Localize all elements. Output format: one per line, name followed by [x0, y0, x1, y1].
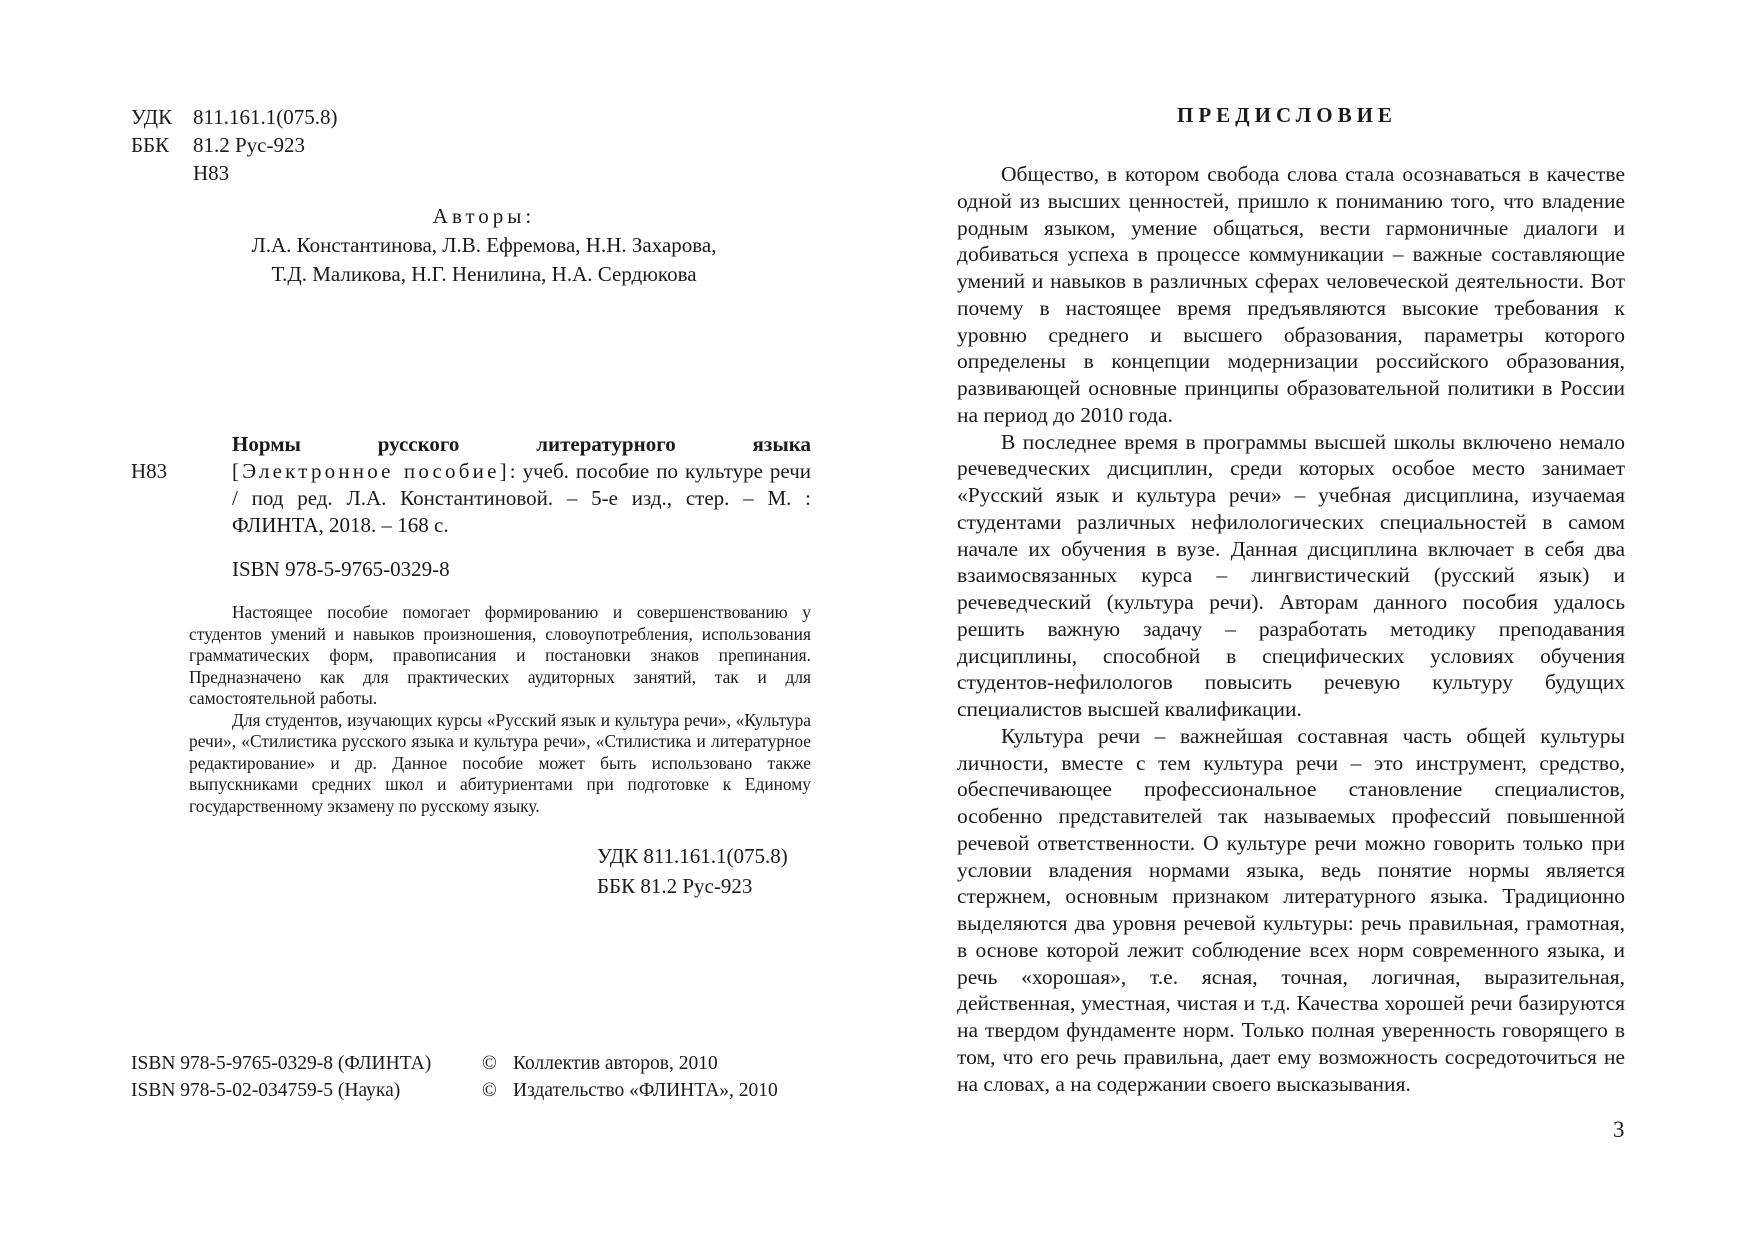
preface-paragraph-1: Общество, в котором свобода слова стала осознаваться в качестве одной из высших ценностей, пришло к пониманию того, что владение родным языком, умение общаться, вести гармоничные диалоги и добиваться успеха в процессе коммуникации – важные составляющие умений и навыков в различных сферах человеческой деятельности. Вот почему в настоящее время предъявляются высокие требования к уровню среднего и высшего образования, параметры которого определены в концепции модернизации российского образования, развивающей основные принципы образовательной политики в России на период до 2010 года. — [957, 162, 1625, 427]
electronic-designation: [Электронное пособие] — [232, 459, 510, 483]
classification-block — [131, 103, 337, 187]
book-title: Нормы русского литературного языка — [232, 432, 811, 456]
copyright-authors: Коллектив авторов, 2010 — [513, 1053, 718, 1074]
bibliographic-description: : учеб. пособие по культуре речи / под ред. Л.А. Константиновой. – 5-е изд., стер. – М. : ФЛИНТА, 2018. – 168 с. — [232, 459, 811, 537]
isbn-main: ISBN 978-5-9765-0329-8 — [232, 557, 450, 581]
authors-block — [190, 202, 778, 289]
preface-paragraph-2: В последнее время в программы высшей школы включено немало речеведческих дисциплин, среди которых особое место занимает «Русский язык и культура речи» – учебная дисциплина, изучаемая студентами различных нефилологических специальностей в самом начале их обучения в вузе. Данная дисциплина включает в себя два взаимосвязанных курса – лингвистический (русский язык) и речеведческий (культура речи). Авторам данного пособия удалось решить важную задачу – разработать методику преподавания дисциплины, способной в специфических условиях обучения студентов-нефилологов повысить речевую культуру будущих специалистов высшей квалификации. — [957, 429, 1625, 721]
udk-bottom-line: УДК 811.161.1(075.8) — [597, 844, 788, 868]
copyright-line-2 — [482, 1077, 778, 1104]
authors-names-line-2: Т.Д. Маликова, Н.Г. Ненилина, Н.А. Сердюкова — [271, 262, 697, 286]
imprint-page — [0, 0, 877, 1240]
udk-value: 811.161.1(075.8) — [193, 105, 338, 129]
isbn-nauka: ISBN 978-5-02-034759-5 (Наука) — [131, 1080, 401, 1101]
abstract-paragraph-2: Для студентов, изучающих курсы «Русский язык и культура речи», «Культура речи», «Стилистика русского языка и культура речи», «Стилистика и литературное редактирование» и др. Данное пособие может быть использовано также выпускниками средних школ и абитуриентами при подготовке к Единому государственному экзамену по русскому языку. — [189, 709, 811, 816]
classification-bottom — [597, 841, 788, 901]
catalog-code: Н83 — [131, 459, 168, 483]
author-mark: Н83 — [193, 161, 230, 185]
preface-title: ПРЕДИСЛОВИЕ — [1177, 103, 1397, 127]
bbk-bottom-line: ББК 81.2 Рус-923 — [597, 874, 753, 898]
isbn-footer — [131, 1050, 431, 1104]
preface-paragraph-3: Культура речи – важнейшая составная часть общей культуры личности, вместе с тем культура речи – это инструмент, средство, обеспечивающее профессиональное становление специалистов, особенно представителей так называемых профессий повышенной речевой ответственности. О культуре речи можно говорить только при условии владения нормами языка, ведь понятие нормы является стержнем, основным признаком литературного языка. Традиционно выделяются два уровня речевой культуры: речь правильная, грамотная, в основе которой лежит соблюдение всех норм современного языка, и речь «хорошая», т.е. ясная, точная, логичная, выразительная, действенная, уместная, чистая и т.д. Качества хорошей речи базируются на твердом фундаменте норм. Только полная уверенность говорящего в том, что его речь правильна, дает ему возможность сосредоточиться не на словах, а на содержании своего высказывания. — [957, 723, 1625, 1096]
authors-label: Авторы: — [432, 204, 536, 228]
authors-names-line-1: Л.А. Константинова, Л.В. Ефремова, Н.Н. Захарова, — [251, 233, 717, 257]
catalog-description — [232, 431, 811, 539]
catalog-details — [232, 458, 811, 539]
copyright-line-1 — [482, 1050, 778, 1077]
author-mark-line — [131, 159, 337, 187]
page-number: 3 — [1613, 1117, 1625, 1142]
udk-line — [131, 103, 337, 131]
bbk-line — [131, 131, 337, 159]
isbn-flinta: ISBN 978-5-9765-0329-8 (ФЛИНТА) — [131, 1053, 432, 1074]
abstract-paragraph-1: Настоящее пособие помогает формированию и совершенствованию у студентов умений и навыков произношения, словоупотребления, использования грамматических форм, правописания и постановки знаков препинания. Предназначено как для практических аудиторных занятий, так и для самостоятельной работы. — [189, 602, 811, 708]
preface-body — [957, 161, 1625, 1097]
bbk-value: 81.2 Рус-923 — [193, 133, 305, 157]
copyright-publisher: Издательство «ФЛИНТА», 2010 — [513, 1080, 778, 1101]
udk-label: УДК — [131, 105, 173, 129]
bbk-label: ББК — [131, 133, 170, 157]
copyright-icon: © — [482, 1053, 497, 1074]
catalog-entry — [131, 431, 811, 539]
copyright-footer — [482, 1050, 778, 1104]
abstract — [189, 602, 811, 817]
copyright-icon: © — [482, 1080, 497, 1101]
